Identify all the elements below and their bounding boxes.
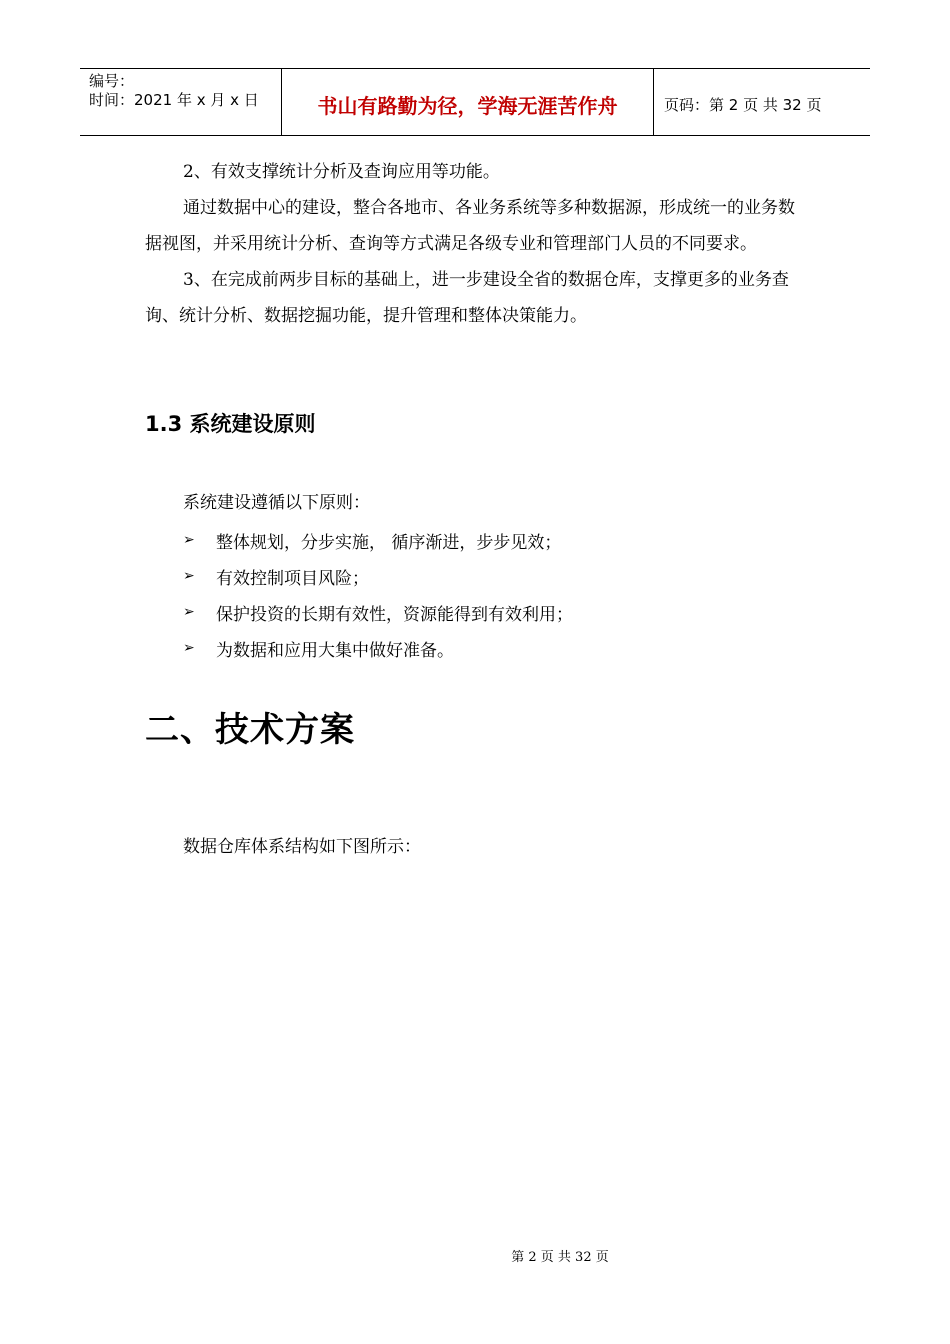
page-footer: 第 2 页 共 32 页	[511, 1250, 609, 1265]
principles-intro: 系统建设遵循以下原则：	[183, 493, 370, 513]
header-number-label: 编号：	[89, 72, 135, 90]
paragraph-2: 通过数据中心的建设，整合各地市、各业务系统等多种数据源，形成统一的业务数据视图，并采用统计分析、查询等方式满足各级专业和管理部门人员的不同要求。	[145, 198, 795, 254]
header-time-label: 时间：2021 年 x 月 x 日	[89, 91, 259, 109]
arrow-bullet-icon: ➢	[183, 604, 195, 620]
header-meta-cell	[80, 69, 282, 135]
page-header	[80, 68, 870, 136]
arrow-bullet-icon: ➢	[183, 568, 195, 584]
list-item	[183, 558, 573, 594]
header-page-info: 页码：第 2 页 共 32 页	[664, 95, 822, 114]
list-item	[183, 630, 573, 666]
list-item-text: 有效控制项目风险；	[216, 568, 369, 589]
list-item-text: 保护投资的长期有效性，资源能得到有效利用；	[216, 604, 573, 625]
list-item-text: 为数据和应用大集中做好准备。	[216, 640, 454, 661]
arrow-bullet-icon: ➢	[183, 532, 195, 548]
section-heading-1-3: 1.3 系统建设原则	[145, 412, 316, 436]
paragraph-3: 3、在完成前两步目标的基础上，进一步建设全省的数据仓库，支撑更多的业务查询、统计分析、数据挖掘功能，提升管理和整体决策能力。	[145, 270, 789, 326]
chapter-heading: 二、技术方案	[145, 710, 355, 750]
list-item	[183, 522, 573, 558]
list-item-text: 整体规划，分步实施， 循序渐进，步步见效；	[216, 532, 562, 553]
list-item	[183, 594, 573, 630]
header-motto: 书山有路勤为径，学海无涯苦作舟	[282, 69, 654, 135]
arrow-bullet-icon: ➢	[183, 640, 195, 656]
paragraph-1: 2、有效支撑统计分析及查询应用等功能。	[183, 162, 500, 182]
intro-paragraphs	[145, 154, 810, 334]
principles-list	[183, 522, 573, 666]
figure-caption: 数据仓库体系结构如下图所示：	[183, 837, 421, 857]
